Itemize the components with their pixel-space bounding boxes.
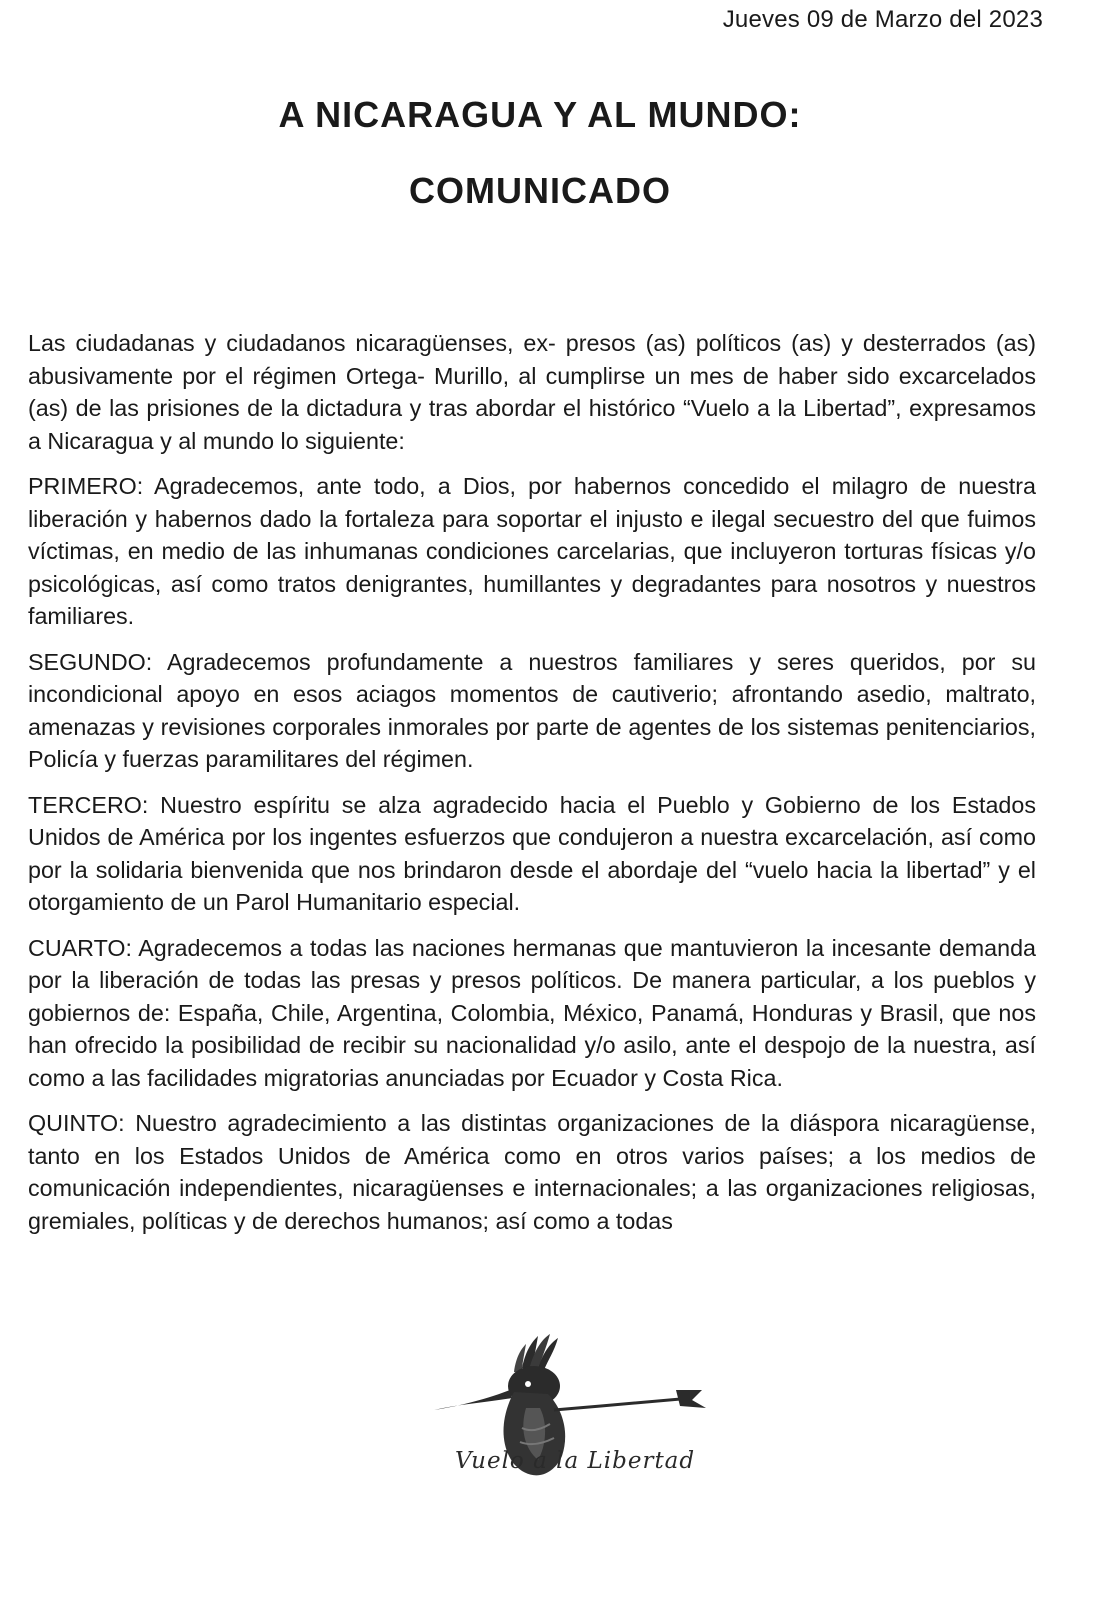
document-body — [28, 327, 1036, 1250]
document-subtitle: COMUNICADO — [409, 170, 671, 211]
paragraph-intro: Las ciudadanas y ciudadanos nicaragüenses, ex- presos (as) políticos (as) y desterrados (as) abusivamente por el régimen Ortega- Murillo, al cumplirse un mes de haber sido excarcelados (as) de las prisiones de la dictadura y tras abordar el histórico “Vuelo a la Libertad”, expresamos a Nicaragua y al mundo lo siguiente: — [28, 330, 1036, 454]
paragraph-primero: PRIMERO: Agradecemos, ante todo, a Dios, por habernos concedido el milagro de nuestra liberación y habernos dado la fortaleza para soportar el injusto e ilegal secuestro del que fuimos víctimas, en medio de las inhumanas condiciones carcelarias, que incluyeron torturas físicas y/o psicológicas, así como tratos denigrantes, humillantes y degradantes para nosotros y nuestros familiares. — [28, 473, 1036, 629]
document-title: A NICARAGUA Y AL MUNDO: — [278, 94, 802, 135]
logo-caption: Vuelo a la Libertad — [455, 1448, 696, 1474]
paragraph-segundo: SEGUNDO: Agradecemos profundamente a nuestros familiares y seres queridos, por su incondicional apoyo en esos aciagos momentos de cautiverio; afrontando asedio, maltrato, amenazas y revisiones corporales inmorales por parte de agentes de los sistemas penitenciarios, Policía y fuerzas paramilitares del régimen. — [28, 648, 1036, 772]
paragraph-quinto: QUINTO: Nuestro agradecimiento a las distintas organizaciones de la diáspora nicaragüense, tanto en los Estados Unidos de América como en otros varios países; a los medios de comunicación independientes, nicaragüenses e internacionales; a las organizaciones religiosas, gremiales, políticas y de derechos humanos; así como a todas — [28, 1110, 1036, 1234]
paragraph-tercero: TERCERO: Nuestro espíritu se alza agradecido hacia el Pueblo y Gobierno de los Estados Unidos de América por los ingentes esfuerzos que condujeron a nuestra excarcelación, así como por la solidaria bienvenida que nos brindaron desde el abordaje del “vuelo hacia la libertad” y el otorgamiento de un Parol Humanitario especial. — [28, 791, 1036, 915]
bird-icon — [430, 1328, 720, 1518]
document-date: Jueves 09 de Marzo del 2023 — [722, 6, 1043, 33]
paragraph-cuarto: CUARTO: Agradecemos a todas las naciones hermanas que mantuvieron la incesante demanda por la liberación de todas las presas y presos políticos. De manera particular, a los pueblos y gobiernos de: España, Chile, Argentina, Colombia, México, Panamá, Honduras y Brasil, que nos han ofrecido la posibilidad de recibir su nacionalidad y/o asilo, ante el despojo de la nuestra, así como a las facilidades migratorias anunciadas por Ecuador y Costa Rica. — [28, 934, 1036, 1091]
